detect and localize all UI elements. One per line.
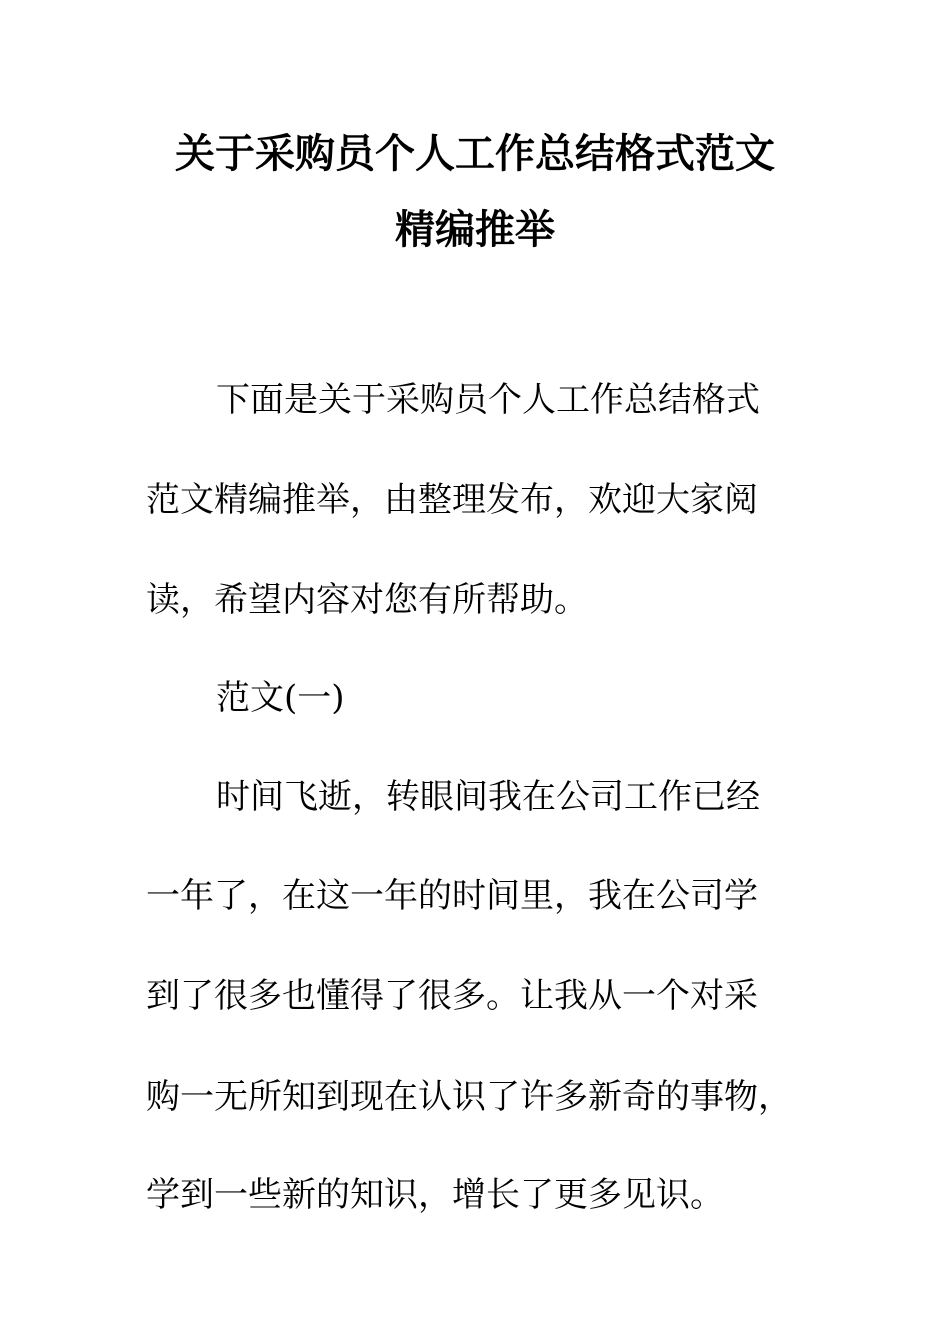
paragraph-2-line-5: 学到一些新的知识，增长了更多见识。 <box>146 1175 724 1215</box>
document-title-line-1: 关于采购员个人工作总结格式范文 <box>175 131 775 177</box>
paragraph-2-line-4: 购一无所知到现在认识了许多新奇的事物， <box>146 1077 792 1117</box>
section-heading-fanwen-1: 范文(一) <box>216 678 345 718</box>
paragraph-1-line-2: 范文精编推举，由整理发布，欢迎大家阅 <box>146 480 758 520</box>
paragraph-2-line-3: 到了很多也懂得了很多。让我从一个对采 <box>146 976 758 1016</box>
paragraph-1-line-3: 读，希望内容对您有所帮助。 <box>146 580 588 620</box>
paragraph-2-line-2: 一年了，在这一年的时间里，我在公司学 <box>146 876 758 916</box>
document-title-line-2: 精编推举 <box>395 207 555 253</box>
paragraph-1-line-1: 下面是关于采购员个人工作总结格式 <box>216 380 760 420</box>
paragraph-2-line-1: 时间飞逝，转眼间我在公司工作已经 <box>216 777 760 817</box>
